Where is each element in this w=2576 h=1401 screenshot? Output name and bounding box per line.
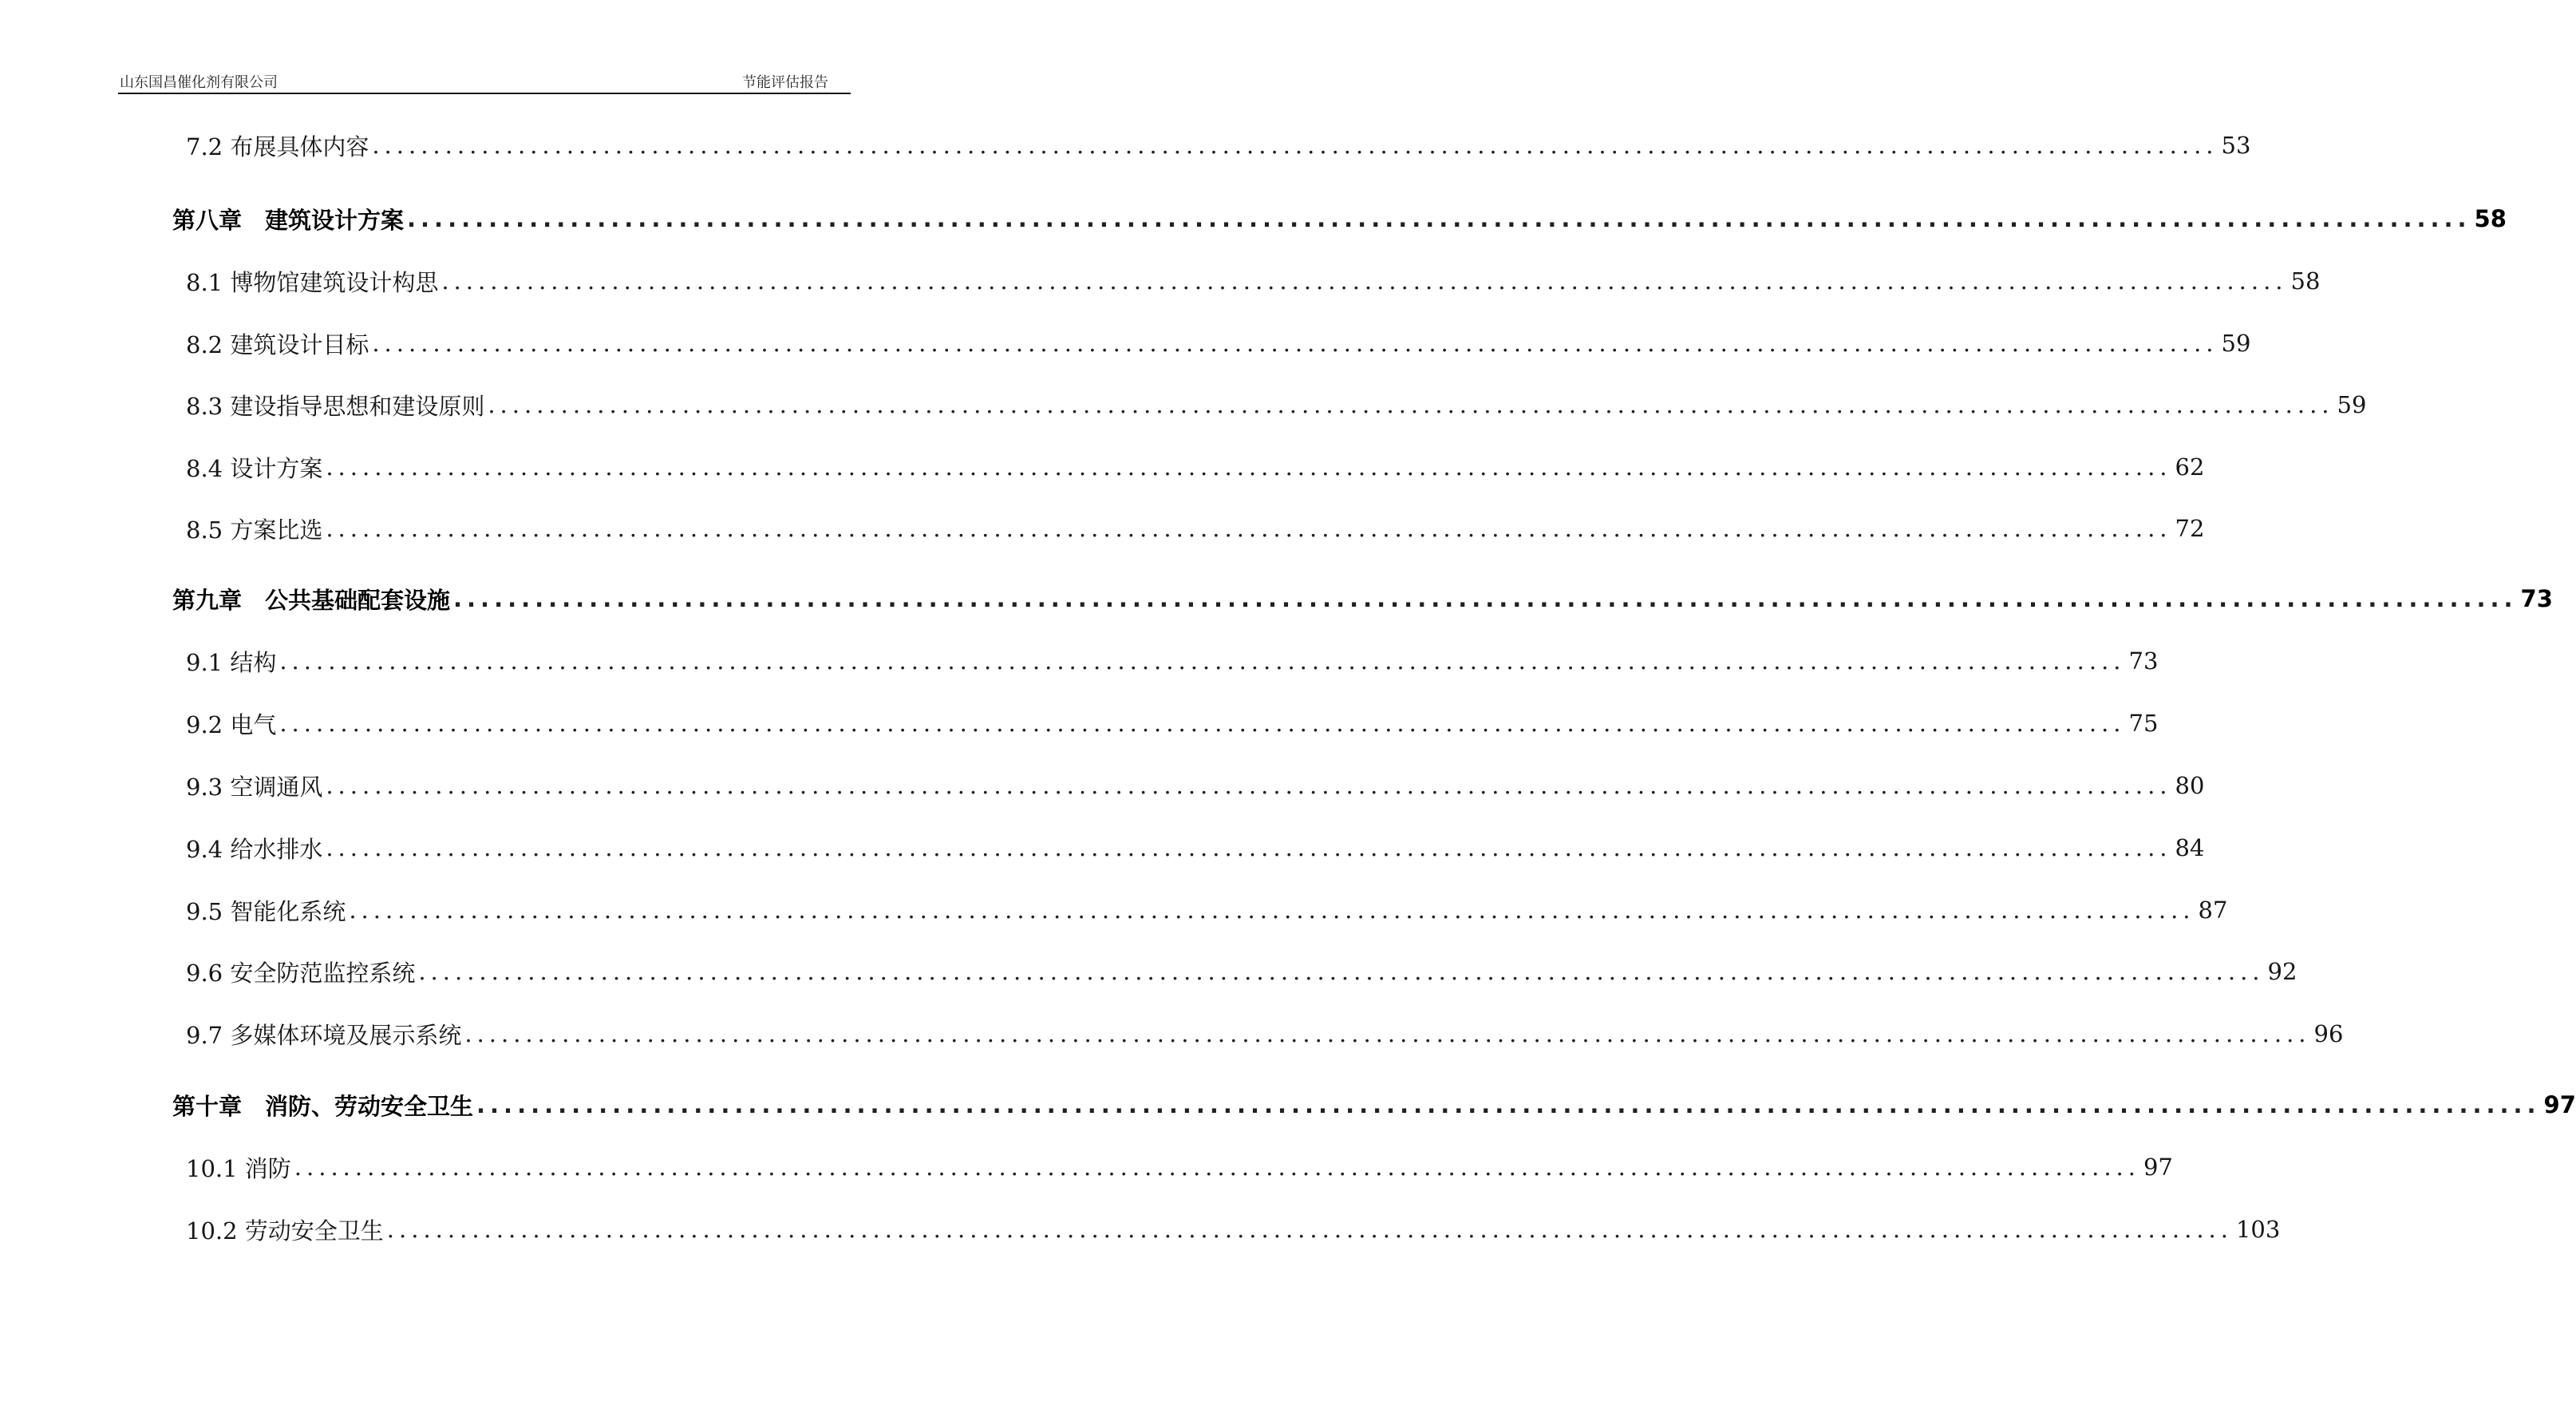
toc-chapter-title: 第九章 公共基础配套设施 — [172, 586, 451, 614]
toc-chapter-title: 第八章 建筑设计方案 — [172, 206, 405, 234]
toc-entry-page: 96 — [2313, 1020, 2344, 1047]
toc-entry-page: 92 — [2267, 958, 2297, 985]
toc-entry-page: 59 — [2221, 330, 2251, 357]
toc-leader-dots: ........................................................................................................................................................ — [407, 205, 2471, 232]
toc-entry-page: 58 — [2290, 267, 2321, 295]
toc-leader-dots: ........................................................................................................................................................ — [441, 267, 2288, 295]
toc-entry-9-4[interactable] — [186, 832, 2205, 864]
toc-entry-title: 9.6 安全防范监控系统 — [186, 959, 416, 987]
toc-leader-dots: ........................................................................................................................................................ — [372, 330, 2218, 357]
toc-entry-page: 87 — [2198, 896, 2228, 924]
toc-entry-page: 62 — [2175, 453, 2205, 481]
toc-leader-dots: ........................................................................................................................................................ — [464, 1020, 2311, 1047]
toc-entry-page: 97 — [2143, 1154, 2173, 1181]
toc-entry-title: 8.4 设计方案 — [186, 454, 323, 482]
toc-leader-dots: ........................................................................................................................................................ — [453, 585, 2518, 612]
company-name: 山东国昌催化剂有限公司 — [120, 74, 278, 91]
toc-leader-dots: ........................................................................................................................................................ — [326, 772, 2172, 799]
toc-entry-9-1[interactable] — [186, 645, 2159, 677]
toc-leader-dots: ........................................................................................................................................................ — [279, 647, 2126, 675]
toc-entry-page: 84 — [2175, 834, 2205, 861]
toc-entry-title: 9.7 多媒体环境及展示系统 — [186, 1021, 462, 1049]
toc-chapter-9[interactable] — [172, 583, 2553, 615]
toc-leader-dots: ........................................................................................................................................................ — [349, 896, 2195, 924]
toc-entry-8-1[interactable] — [186, 265, 2321, 297]
toc-entry-title: 9.2 电气 — [186, 710, 277, 738]
toc-leader-dots: ........................................................................................................................................................ — [372, 132, 2218, 159]
toc-entry-page: 73 — [2128, 647, 2159, 675]
toc-chapter-10[interactable] — [172, 1089, 2576, 1121]
toc-entry-9-6[interactable] — [186, 956, 2297, 987]
toc-entry-page: 103 — [2235, 1216, 2281, 1243]
toc-entry-9-2[interactable] — [186, 707, 2159, 739]
toc-leader-dots: ........................................................................................................................................................ — [326, 834, 2172, 861]
toc-entry-10-2[interactable] — [186, 1213, 2281, 1245]
toc-entry-title: 8.2 建筑设计目标 — [186, 330, 369, 358]
toc-entry-title: 10.2 劳动安全卫生 — [186, 1217, 384, 1245]
toc-entry-9-3[interactable] — [186, 770, 2205, 801]
toc-entry-9-5[interactable] — [186, 894, 2228, 926]
toc-entry-page: 53 — [2221, 132, 2251, 159]
toc-entry-8-4[interactable] — [186, 451, 2205, 483]
toc-leader-dots: ........................................................................................................................................................ — [326, 515, 2172, 542]
toc-entry-title: 8.1 博物馆建筑设计构思 — [186, 268, 439, 296]
toc-chapter-8[interactable] — [172, 203, 2507, 235]
toc-leader-dots: ........................................................................................................................................................ — [488, 391, 2334, 418]
toc-entry-title: 9.4 给水排水 — [186, 835, 323, 863]
toc-entry-title: 10.1 消防 — [186, 1154, 291, 1182]
toc-chapter-page: 58 — [2474, 205, 2507, 232]
toc-entry-title: 9.5 智能化系统 — [186, 897, 346, 925]
toc-entry-9-7[interactable] — [186, 1018, 2344, 1050]
toc-leader-dots: ........................................................................................................................................................ — [418, 958, 2265, 985]
toc-entry-title: 7.2 布展具体内容 — [186, 133, 369, 160]
toc-leader-dots: ........................................................................................................................................................ — [326, 453, 2172, 481]
report-type: 节能评估报告 — [742, 74, 828, 91]
toc-leader-dots: ........................................................................................................................................................ — [294, 1154, 2140, 1181]
toc-leader-dots: ........................................................................................................................................................ — [386, 1216, 2233, 1243]
toc-entry-page: 80 — [2175, 772, 2205, 799]
toc-leader-dots: ........................................................................................................................................................ — [476, 1091, 2541, 1118]
toc-entry-title: 8.3 建设指导思想和建设原则 — [186, 392, 485, 420]
toc-entry-8-3[interactable] — [186, 389, 2367, 421]
toc-chapter-page: 73 — [2520, 585, 2553, 612]
toc-chapter-title: 第十章 消防、劳动安全卫生 — [172, 1092, 474, 1120]
toc-entry-title: 9.1 结构 — [186, 648, 277, 676]
toc-entry-8-5[interactable] — [186, 513, 2205, 544]
toc-entry-page: 75 — [2128, 710, 2159, 737]
toc-entry-10-1[interactable] — [186, 1151, 2173, 1183]
toc-entry-page: 59 — [2337, 391, 2367, 418]
toc-entry-title: 8.5 方案比选 — [186, 516, 323, 544]
toc-leader-dots: ........................................................................................................................................................ — [279, 710, 2126, 737]
toc-entry-title: 9.3 空调通风 — [186, 773, 323, 801]
toc-chapter-page: 97 — [2543, 1091, 2576, 1118]
toc-entry-7-2[interactable] — [186, 129, 2251, 161]
toc-entry-page: 72 — [2175, 515, 2205, 542]
toc-entry-8-2[interactable] — [186, 327, 2251, 359]
